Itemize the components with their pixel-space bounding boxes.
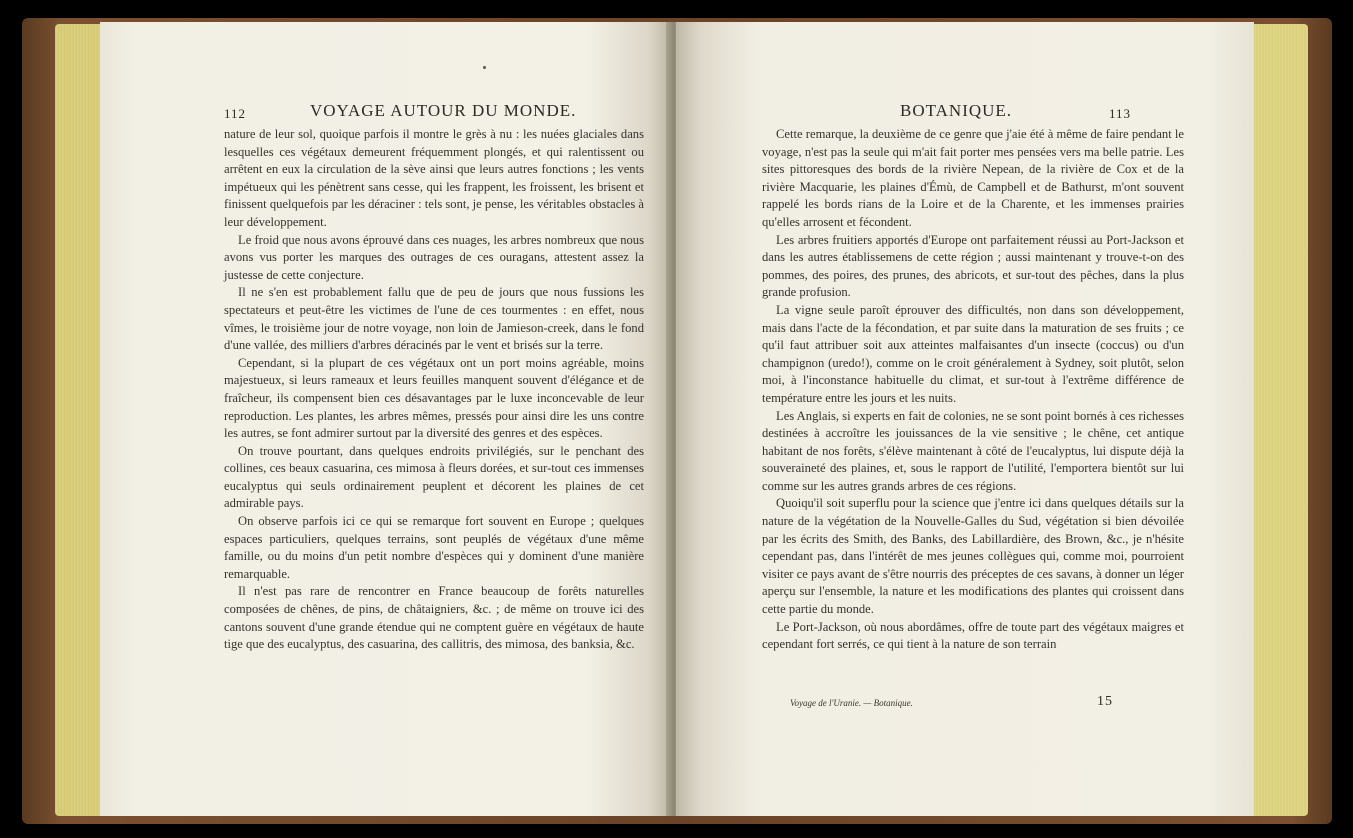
left-page bbox=[100, 22, 672, 816]
signature-mark: 15 bbox=[1097, 694, 1113, 709]
page-footer: Voyage de l'Uranie. — Botanique. bbox=[790, 698, 913, 708]
paragraph: Les arbres fruitiers apportés d'Europe ont parfaitement réussi au Port-Jackson et dans les autres établissemens de cette région ; aussi maintenant y trouve-t-on des pommes, des poires, des prunes, des abricots, et sur-tout des pêches, dans la plus grande profusion. bbox=[762, 232, 1184, 300]
paragraph: Cependant, si la plupart de ces végétaux ont un port moins agréable, moins majestueux, si leurs rameaux et leurs feuilles manquent souvent d'élégance et de fraîcheur, ils compensent bien ces désavantages par le luxe inconcevable de leur reproduction. Les plantes, les arbres mêmes, pressés pour ainsi dire les uns contre les autres, se font admirer surtout par la diversité des genres et des espèces. bbox=[224, 355, 644, 441]
right-page bbox=[676, 22, 1254, 816]
paragraph: Cette remarque, la deuxième de ce genre que j'aie été à même de faire pendant le voyage, n'est pas la seule qui m'ait fait porter mes pensées vers ma belle patrie. Les sites pittoresques des bords de la rivière Nepean, de la rivière de Cox et de la rivière Macquarie, les plaines d'Émù, de Campbell et de Bathurst, m'ont souvent rappelé les bords rians de la Loire et de la Charente, et les immenses prairies qu'elles arrosent et fécondent. bbox=[762, 127, 1184, 229]
paragraph: La vigne seule paroît éprouver des difficultés, non dans son développement, mais dans l'acte de la fécondation, et par suite dans la maturation de ses fruits ; ce qu'il faut attribuer soit aux atteintes malfaisantes d'un insecte (coccus) ou d'un champignon (uredo!), comme on le croit généralement à Sydney, soit plutôt, selon moi, à l'inconstance habituelle du climat, et sur-tout à l'extrême différence de température entre les jours et les nuits. bbox=[762, 302, 1184, 405]
left-page-number: 112 bbox=[224, 106, 247, 121]
paragraph: Il ne s'en est probablement fallu que de peu de jours que nous fussions les spectateurs et peut-être les victimes de l'une de ces tourmentes : en effet, nous vîmes, le troisième jour de notre voyage, non loin de Jamieson-creek, dans le fond d'une vallée, des milliers d'arbres déracinés par le vent et brisés sur la terre. bbox=[224, 285, 644, 353]
paragraph: Les Anglais, si experts en fait de colonies, ne se sont point bornés à ces richesses destinées à accroître les jouissances de la vie sensitive ; le chêne, cet antique habitant de nos forêts, s'élève maintenant à côté de l'eucalyptus, lui dispute déjà la souveraineté des plaines, et, sous le rapport de l'utilité, l'emportera bientôt sur lui comme sur les autres grands arbres de ces régions. bbox=[762, 408, 1184, 493]
left-body-text bbox=[224, 126, 644, 654]
right-body-text bbox=[762, 126, 1184, 654]
paragraph: On observe parfois ici ce qui se remarque fort souvent en Europe ; quelques espaces particuliers, quelques terrains, sont peuplés de végétaux d'une même famille, ou du moins d'un petit nombre d'espèces qui y dominent d'une manière remarquable. bbox=[224, 514, 644, 581]
paragraph: nature de leur sol, quoique parfois il montre le grès à nu : les nuées glaciales dans lesquelles ces végétaux demeurent fréquemment plongés, et qui ralentissent ou arrêtent en eux la circulation de la sève ainsi que leurs autres fonctions ; les vents impétueux qui les pénètrent sans cesse, qui les frappent, les froissent, les brisent et finissent quelquefois par les déraciner : tels sont, je pense, les véritables obstacles à leur développement. bbox=[224, 127, 645, 229]
paragraph: Quoiqu'il soit superflu pour la science que j'entre ici dans quelques détails sur la nature de la végétation de la Nouvelle-Galles du Sud, végétation si bien dévoilée par les écrits des Smith, des Banks, des Labillardière, des Brown, &c., je n'hésite cependant pas, dans l'intérêt de mes jeunes collègues qui, comme moi, pourroient visiter ce pays avant de s'être nourris des préceptes de ces savans, à donner un léger aperçu sur l'ensemble, la nature et les modifications des plantes qui croissent dans cette partie du monde. bbox=[762, 496, 1184, 617]
paragraph: On trouve pourtant, dans quelques endroits privilégiés, sur le penchant des collines, ces beaux casuarina, ces mimosa à fleurs dorées, et sur-tout ces immenses eucalyptus qui seuls ordinairement peuplent et décorent les plaines de cet admirable pays. bbox=[224, 443, 644, 511]
paragraph: Le froid que nous avons éprouvé dans ces nuages, les arbres nombreux que nous avons vus porter les marques des outrages de ces ouragans, attestent assez la justesse de cette conjecture. bbox=[224, 232, 644, 282]
paragraph: Le Port-Jackson, où nous abordâmes, offre de toute part des végétaux maigres et cependant fort serrés, ce qui tient à la nature de son terrain bbox=[762, 619, 1184, 652]
right-running-title: BOTANIQUE. bbox=[900, 101, 1013, 120]
left-running-title: VOYAGE AUTOUR DU MONDE. bbox=[310, 101, 577, 120]
right-page-number: 113 bbox=[1109, 106, 1132, 121]
paragraph: Il n'est pas rare de rencontrer en France beaucoup de forêts naturelles composées de chênes, de pins, de châtaigniers, &c. ; de même on trouve ici des cantons souvent d'une grande étendue qui ne comptent guère en végétaux de haute tige que des eucalyptus, des casuarina, des callitris, des mimosa, des banksia, &c. bbox=[224, 584, 644, 652]
print-speck bbox=[483, 66, 486, 69]
right-page-edges bbox=[1248, 24, 1308, 816]
